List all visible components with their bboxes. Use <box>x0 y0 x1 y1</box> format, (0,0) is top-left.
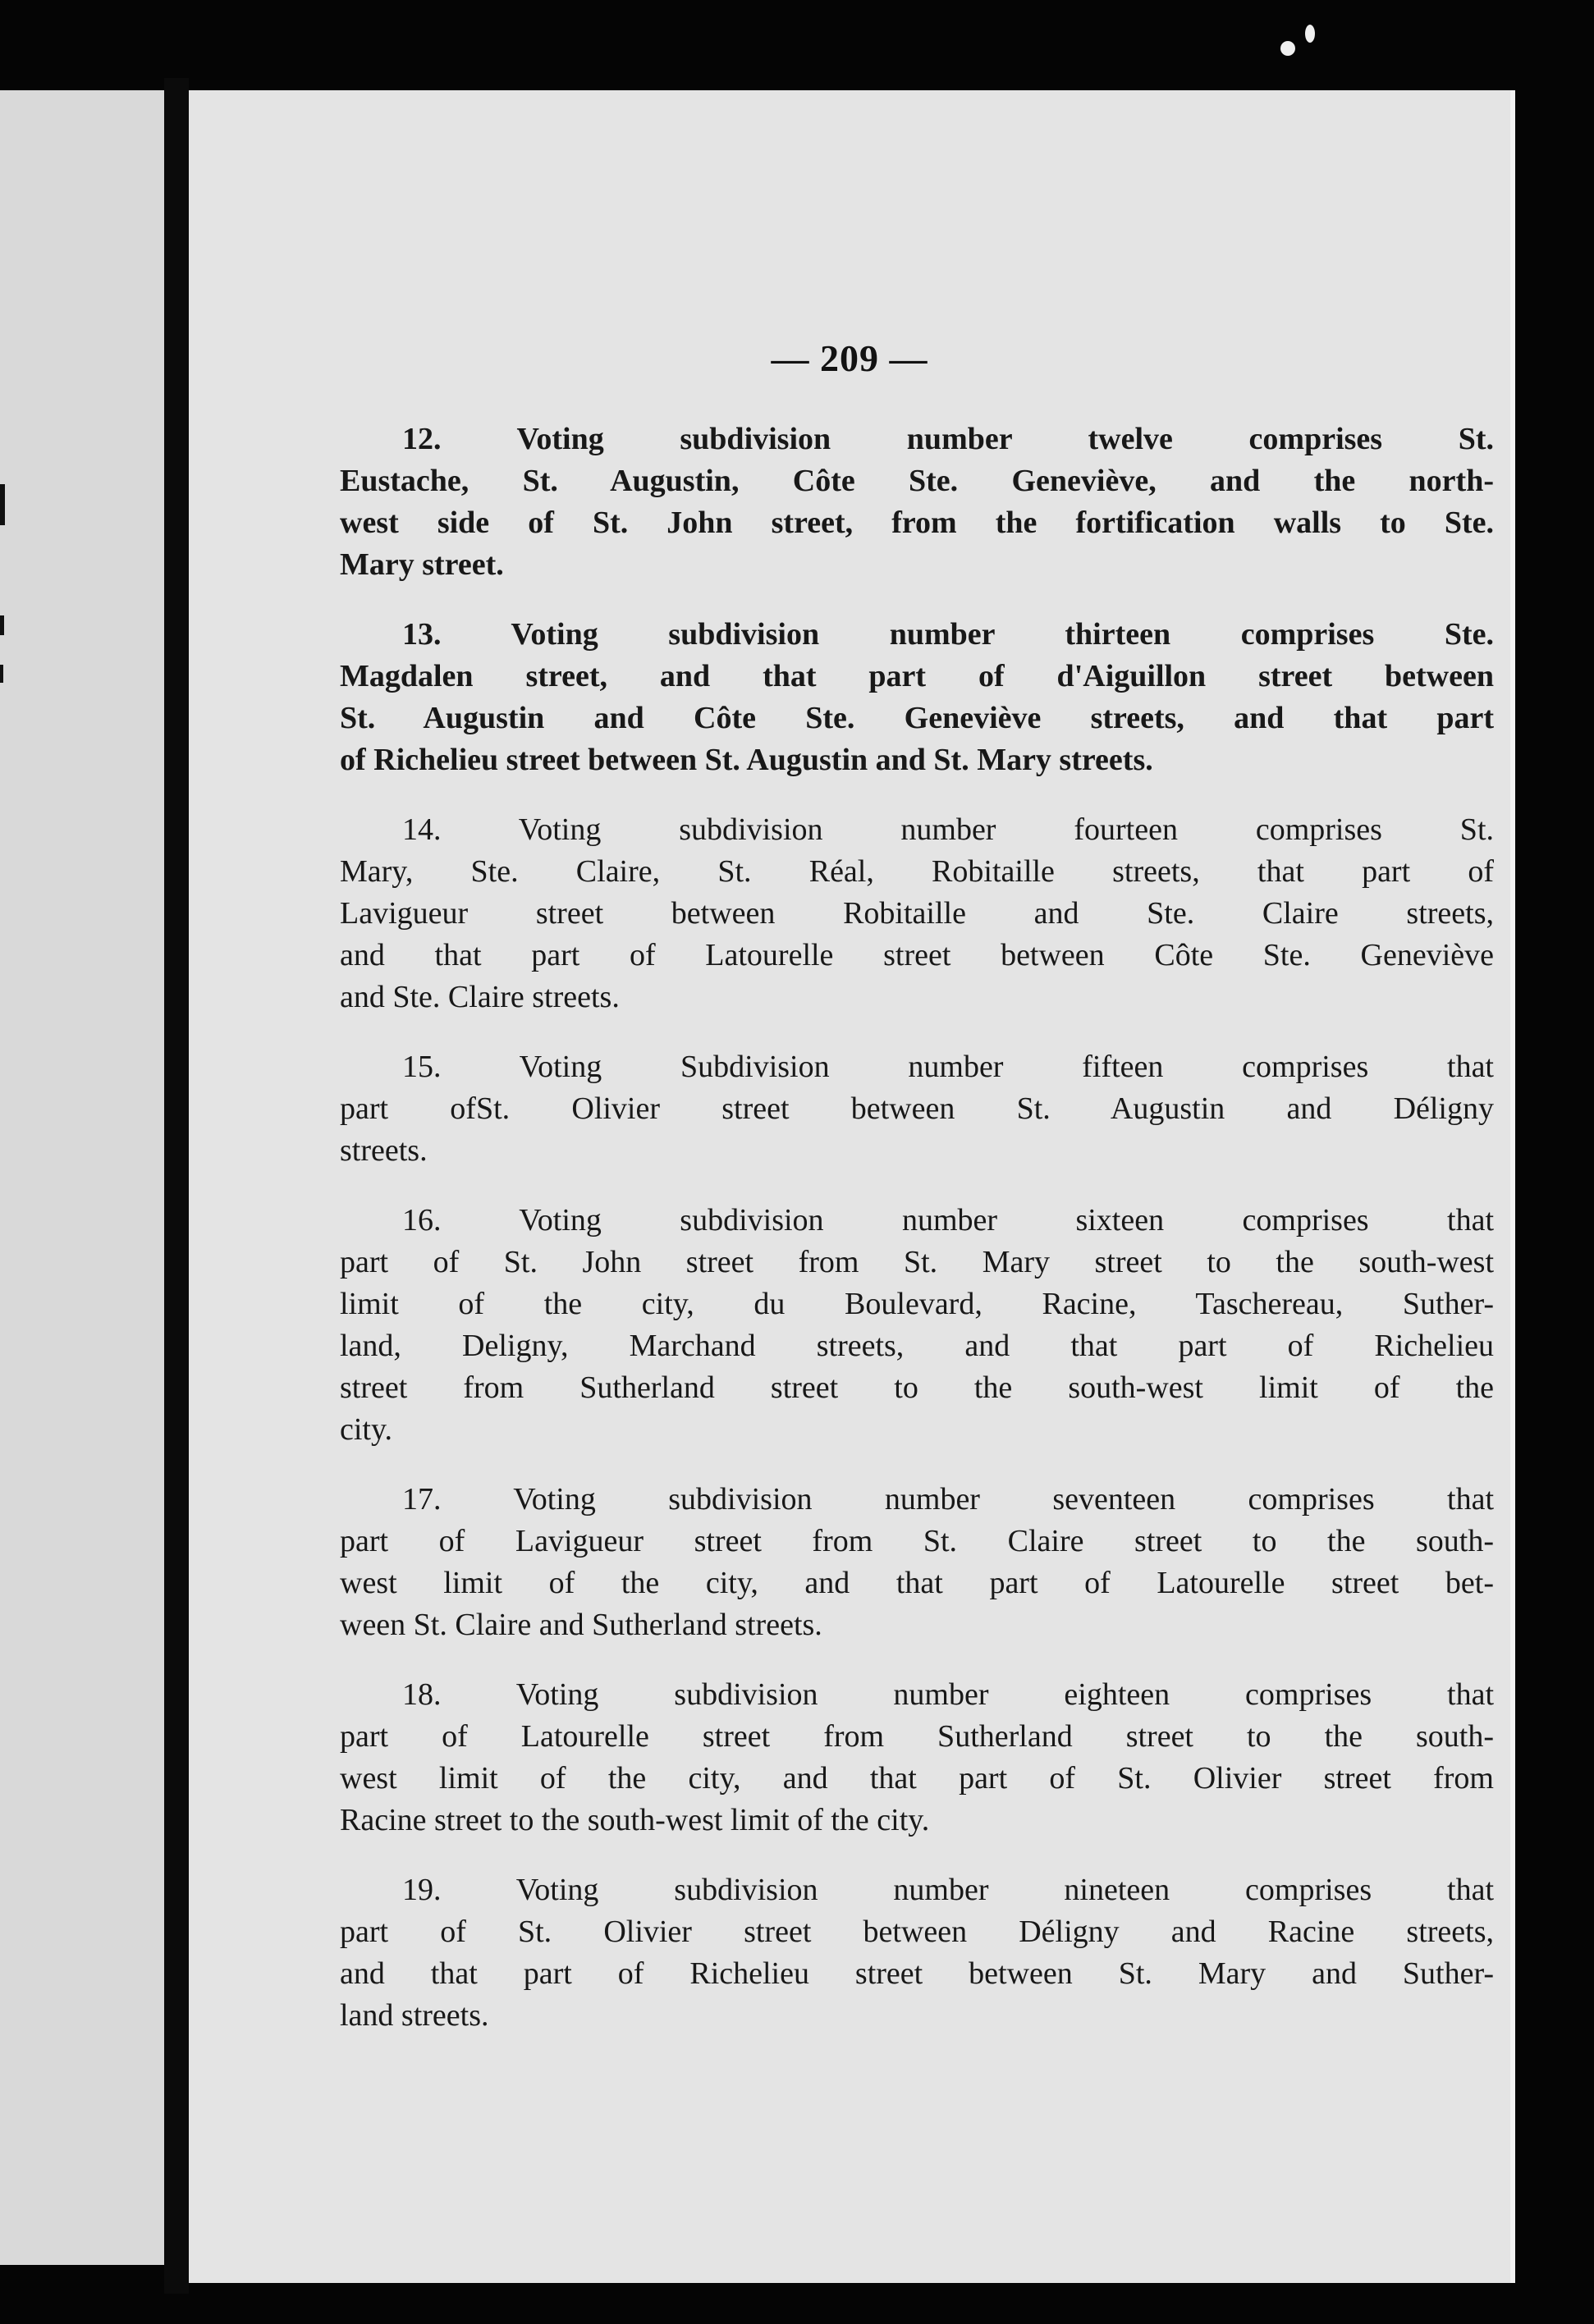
text-line: of Richelieu street between St. Augustin and St. Mary streets. <box>340 743 1153 777</box>
text-line: west side of St. John street, from the fortification walls to Ste. <box>340 506 1494 540</box>
text-line: 16. Voting subdivision number sixteen comprises that <box>402 1203 1494 1237</box>
text-line: part ofSt. Olivier street between St. Augustin and Déligny <box>340 1091 1494 1126</box>
text-line: 17. Voting subdivision number seventeen comprises that <box>402 1482 1494 1517</box>
text-line: part of Lavigueur street from St. Claire street to the south- <box>340 1524 1494 1558</box>
paragraph <box>340 614 1494 781</box>
paragraph <box>340 419 1494 586</box>
text-line: land streets. <box>340 1998 489 2033</box>
text-line: Mary, Ste. Claire, St. Réal, Robitaille streets, that part of <box>340 854 1494 889</box>
paragraph <box>340 1479 1494 1646</box>
text-line: 15. Voting Subdivision number fifteen comprises that <box>402 1050 1494 1084</box>
text-line: Racine street to the south-west limit of the city. <box>340 1803 930 1837</box>
paragraph <box>340 1869 1494 2037</box>
paragraph <box>340 1200 1494 1451</box>
text-line: 13. Voting subdivision number thirteen comprises Ste. <box>402 617 1494 652</box>
text-line: 18. Voting subdivision number eighteen comprises that <box>402 1677 1494 1712</box>
margin-mark <box>0 615 4 635</box>
text-line: Mary street. <box>340 547 504 582</box>
text-line: 12. Voting subdivision number twelve comprises St. <box>402 422 1494 456</box>
text-line: and that part of Richelieu street between St. Mary and Suther- <box>340 1956 1494 1991</box>
margin-mark <box>0 484 5 525</box>
text-line: and that part of Latourelle street between Côte Ste. Geneviève <box>340 938 1494 972</box>
page-gutter <box>164 78 189 2294</box>
text-line: Lavigueur street between Robitaille and Ste. Claire streets, <box>340 896 1494 931</box>
text-line: 19. Voting subdivision number nineteen comprises that <box>402 1873 1494 1907</box>
paragraph <box>340 1674 1494 1841</box>
adjacent-page-edge <box>0 90 164 2265</box>
page-number: — 209 — <box>771 337 928 379</box>
text-line: ween St. Claire and Sutherland streets. <box>340 1608 822 1642</box>
body-text <box>340 419 1494 2065</box>
text-line: west limit of the city, and that part of Latourelle street bet- <box>340 1566 1494 1600</box>
text-line: Magdalen street, and that part of d'Aiguillon street between <box>340 659 1494 693</box>
document-page <box>189 90 1515 2283</box>
text-line: west limit of the city, and that part of St. Olivier street from <box>340 1761 1494 1796</box>
text-line: land, Deligny, Marchand streets, and that part of Richelieu <box>340 1329 1494 1363</box>
scan-speck <box>1280 41 1295 56</box>
text-line: St. Augustin and Côte Ste. Geneviève streets, and that part <box>340 701 1494 735</box>
text-line: limit of the city, du Boulevard, Racine, Taschereau, Suther- <box>340 1287 1494 1321</box>
text-line: part of Latourelle street from Sutherland street to the south- <box>340 1719 1494 1754</box>
text-line: part of St. Olivier street between Déligny and Racine streets, <box>340 1915 1494 1949</box>
text-line: Eustache, St. Augustin, Côte Ste. Geneviève, and the north- <box>340 464 1494 498</box>
paragraph <box>340 809 1494 1018</box>
paragraph <box>340 1046 1494 1172</box>
text-line: and Ste. Claire streets. <box>340 980 620 1014</box>
text-line: street from Sutherland street to the south-west limit of the <box>340 1370 1494 1405</box>
text-line: city. <box>340 1412 393 1447</box>
scan-speck <box>1305 25 1315 43</box>
text-line: 14. Voting subdivision number fourteen comprises St. <box>402 812 1494 847</box>
text-line: streets. <box>340 1133 428 1168</box>
text-line: part of St. John street from St. Mary street to the south-west <box>340 1245 1494 1279</box>
margin-mark <box>0 665 3 683</box>
